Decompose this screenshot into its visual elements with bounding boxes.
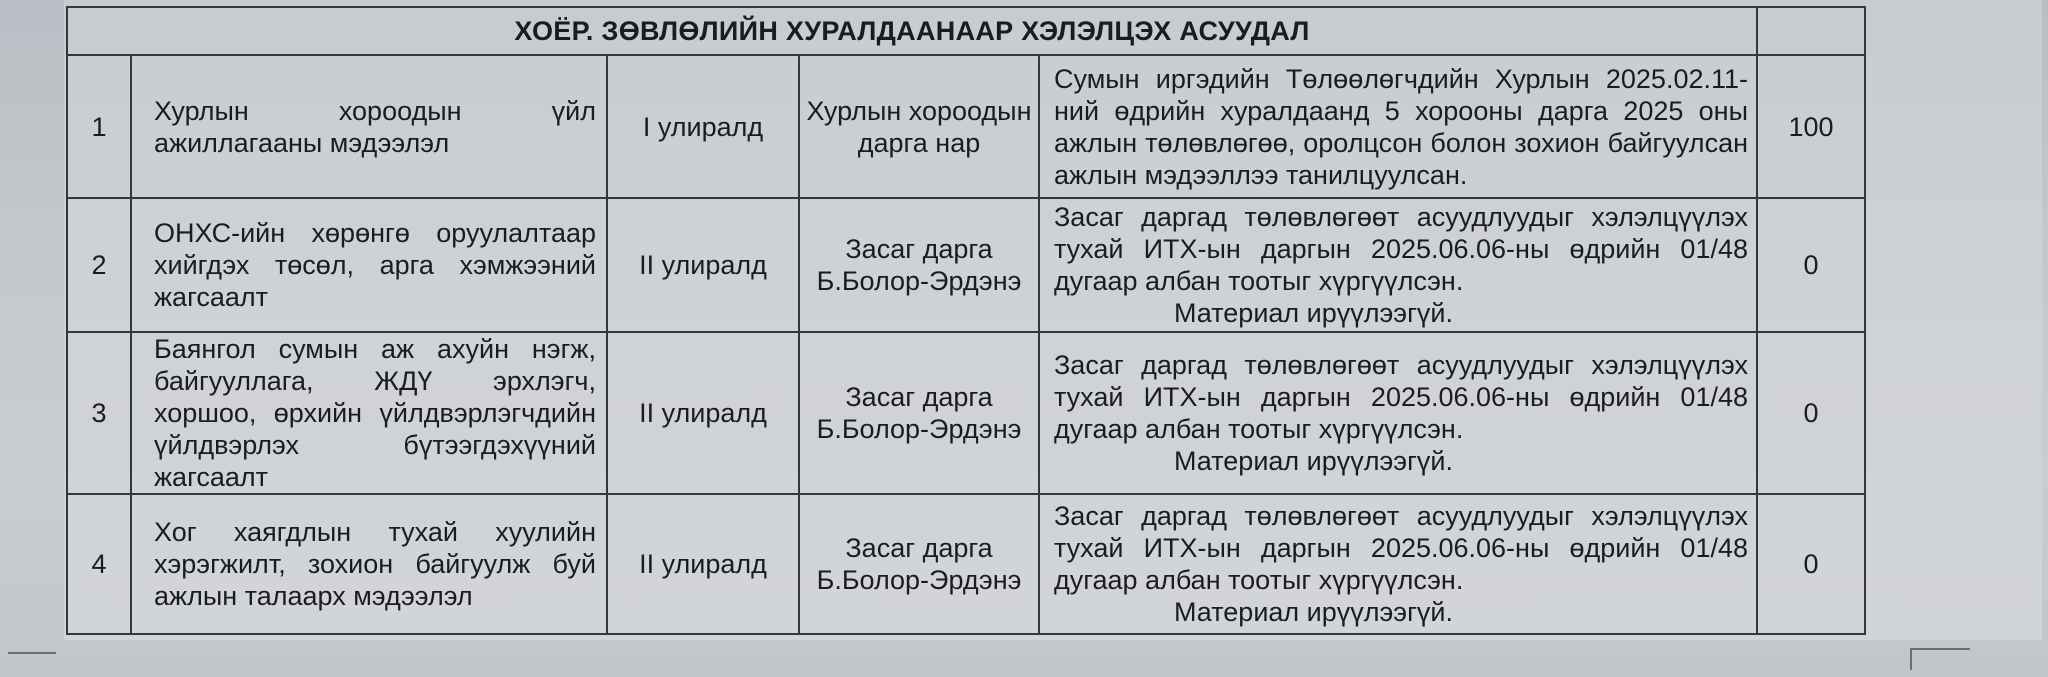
table-row bbox=[67, 494, 1865, 634]
agenda-table bbox=[66, 6, 1866, 635]
responsible-line1: Засаг дарга bbox=[845, 234, 993, 264]
agenda-topic: Хурлын хороодын үйл ажиллагааны мэдээлэл bbox=[131, 55, 607, 198]
responsible-line2: Б.Болор-Эрдэнэ bbox=[816, 266, 1022, 296]
quarter: II улиралд bbox=[607, 198, 799, 332]
responsible bbox=[799, 198, 1039, 332]
title-row-empty-cell bbox=[1757, 7, 1865, 55]
row-number: 3 bbox=[67, 332, 131, 494]
page-corner-mark bbox=[1910, 648, 1970, 650]
agenda-topic: ОНХС-ийн хөрөнгө оруулалтаар хийгдэх төсөл, арга хэмжээний жагсаалт bbox=[131, 198, 607, 332]
page-corner-mark bbox=[1910, 648, 1912, 670]
responsible bbox=[799, 55, 1039, 198]
table-title-row bbox=[67, 7, 1865, 55]
quarter: II улиралд bbox=[607, 494, 799, 634]
status-note: Материал ирүүлээгүй. bbox=[1174, 446, 1454, 476]
completion-percent: 0 bbox=[1757, 332, 1865, 494]
responsible-line2: Б.Болор-Эрдэнэ bbox=[816, 414, 1022, 444]
responsible-line1: Засаг дарга bbox=[845, 533, 993, 563]
status-text: Засаг даргад төлөвлөгөөт асуудлуудыг хэлэлцүүлэх тухай ИТХ-ын даргын 2025.06.06-ны өдрийн 01/48 дугаар албан тоотыг хүргүүлсэн. bbox=[1054, 202, 1748, 296]
quarter: II улиралд bbox=[607, 332, 799, 494]
completion-percent: 100 bbox=[1757, 55, 1865, 198]
table-row bbox=[67, 332, 1865, 494]
completion-percent: 0 bbox=[1757, 198, 1865, 332]
agenda-topic: Хог хаягдлын тухай хуулийн хэрэгжилт, зохион байгуулж буй ажлын талаарх мэдээлэл bbox=[131, 494, 607, 634]
table-row bbox=[67, 198, 1865, 332]
responsible-line2: Б.Болор-Эрдэнэ bbox=[816, 565, 1022, 595]
row-number: 2 bbox=[67, 198, 131, 332]
status-text: Сумын иргэдийн Төлөөлөгчдийн Хурлын 2025.02.11-ний өдрийн хуралдаанд 5 хорооны дарга 2025 оны ажлын төлөвлөгөө, оролцсон болон зохион байгуулсан ажлын мэдээллээ танилцуулсан. bbox=[1054, 63, 1748, 190]
agenda-topic: Баянгол сумын аж ахуйн нэгж, байгууллага, ЖДҮ эрхлэгч, хоршоо, өрхийн үйлдвэрлэгчдийн үйлдвэрлэх бүтээгдэхүүний жагсаалт bbox=[131, 332, 607, 494]
section-title: ХОЁР. ЗӨВЛӨЛИЙН ХУРАЛДААНААР ХЭЛЭЛЦЭХ АСУУДАЛ bbox=[67, 7, 1757, 55]
table-row bbox=[67, 55, 1865, 198]
completion-percent: 0 bbox=[1757, 494, 1865, 634]
status-text: Засаг даргад төлөвлөгөөт асуудлуудыг хэлэлцүүлэх тухай ИТХ-ын даргын 2025.06.06-ны өдрийн 01/48 дугаар албан тоотыг хүргүүлсэн. bbox=[1054, 350, 1748, 444]
responsible-line1: Хурлын хороодын bbox=[806, 95, 1032, 126]
status-note: Материал ирүүлээгүй. bbox=[1174, 298, 1454, 328]
responsible bbox=[799, 332, 1039, 494]
page-corner-mark bbox=[8, 652, 56, 654]
implementation-status bbox=[1039, 494, 1757, 634]
implementation-status bbox=[1039, 332, 1757, 494]
status-text: Засаг даргад төлөвлөгөөт асуудлуудыг хэлэлцүүлэх тухай ИТХ-ын даргын 2025.06.06-ны өдрийн 01/48 дугаар албан тоотыг хүргүүлсэн. bbox=[1054, 501, 1748, 595]
row-number: 1 bbox=[67, 55, 131, 198]
responsible bbox=[799, 494, 1039, 634]
responsible-line2: дарга нар bbox=[857, 127, 981, 158]
status-note: Материал ирүүлээгүй. bbox=[1174, 597, 1454, 627]
responsible-line1: Засаг дарга bbox=[845, 382, 993, 412]
quarter: I улиралд bbox=[607, 55, 799, 198]
implementation-status bbox=[1039, 198, 1757, 332]
row-number: 4 bbox=[67, 494, 131, 634]
implementation-status bbox=[1039, 55, 1757, 198]
